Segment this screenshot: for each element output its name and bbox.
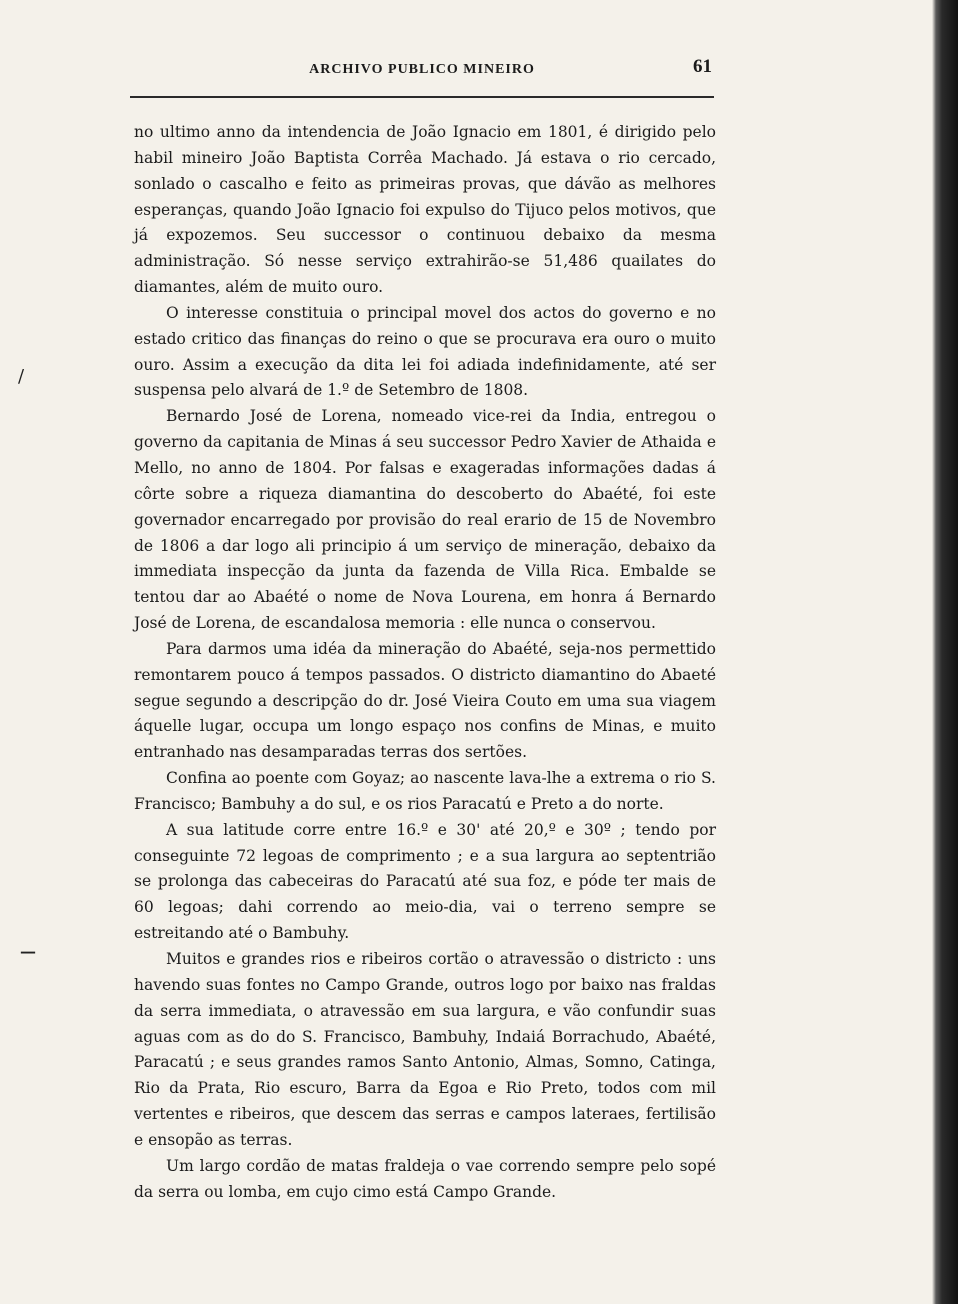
margin-mark-dash: —	[20, 942, 36, 961]
paragraph: no ultimo anno da intendencia de João Ignacio em 1801, é dirigido pelo habil mineiro João Baptista Corrêa Machado. Já estava o rio cercado, sonlado o cascalho e feito as primeiras provas, que dávão as melhores esperanças, quando João Ignacio foi expulso do Tijuco pelos motivos, que já expozemos. Seu successor o continuou debaixo da mesma administração. Só nesse serviço extrahirão-se 51,486 quailates do diamantes, além de muito ouro.	[134, 123, 716, 297]
text-body	[134, 120, 716, 1205]
paragraph: Confina ao poente com Goyaz; ao nascente lava-lhe a extrema o rio S. Francisco; Bambuhy a do sul, e os rios Paracatú e Preto a do norte.	[134, 769, 716, 813]
paragraph: Bernardo José de Lorena, nomeado vice-rei da India, entregou o governo da capitania de Minas á seu successor Pedro Xavier de Athaida e Mello, no anno de 1804. Por falsas e exageradas informações dadas á côrte sobre a riqueza diamantina do descoberto do Abaété, foi este governador encarregado por provisão do real erario de 15 de Novembro de 1806 a dar logo ali principio á um serviço de mineração, debaixo da immediata inspecção da junta da fazenda de Villa Rica. Embalde se tentou dar ao Abaété o nome de Nova Lourena, em honra á Bernardo José de Lorena, de escandalosa memoria : elle nunca o conservou.	[134, 407, 716, 633]
paragraph: Um largo cordão de matas fraldeja o vae correndo sempre pelo sopé da serra ou lomba, em cujo cimo está Campo Grande.	[134, 1156, 716, 1201]
paragraph: O interesse constituia o principal movel dos actos do governo e no estado critico das finanças do reino o que se procurava era ouro o muito ouro. Assim a execução da dita lei foi adiada indefinidamente, até ser suspensa pelo alvará de 1.º de Setembro de 1808.	[134, 303, 716, 400]
page-edge-shadow	[932, 0, 958, 1304]
paragraph: A sua latitude corre entre 16.º e 30' até 20,º e 30º ; tendo por conseguinte 72 legoas de comprimento ; e a sua largura ao septentrião se prolonga das cabeceiras do Paracatú até sua foz, e póde ter mais de 60 legoas; dahi correndo ao meio-dia, vai o terreno sempre se estreitando até o Bambuhy.	[134, 820, 716, 943]
paragraph: Muitos e grandes rios e ribeiros cortão o atravessão o districto : uns havendo suas fontes no Campo Grande, outros logo por baixo nas fraldas da serra immediata, o atravessão em sua largura, e vão confundir suas aguas com as do do S. Francisco, Bambuhy, Indaiá Borrachudo, Abaété, Paracatú ; e seus grandes ramos Santo Antonio, Almas, Somno, Catinga, Rio da Prata, Rio escuro, Barra da Egoa e Rio Preto, todos com mil vertentes e ribeiros, que descem das serras e campos lateraes, fertilisão e ensopão as terras.	[134, 950, 716, 1149]
margin-mark-slash: /	[18, 366, 25, 387]
page-number: 61	[693, 56, 712, 77]
paragraph: Para darmos uma idéa da mineração do Abaété, seja-nos permettido remontarem pouco á tempos passados. O districto diamantino do Abaeté segue segundo a descripção do dr. José Vieira Couto em uma sua viagem áquelle lugar, occupa um longo espaço nos confins de Minas, e muito entranhado nas desamparadas terras dos sertões.	[134, 639, 716, 762]
running-title: ARCHIVO PUBLICO MINEIRO	[309, 62, 535, 77]
page-header	[130, 56, 714, 98]
